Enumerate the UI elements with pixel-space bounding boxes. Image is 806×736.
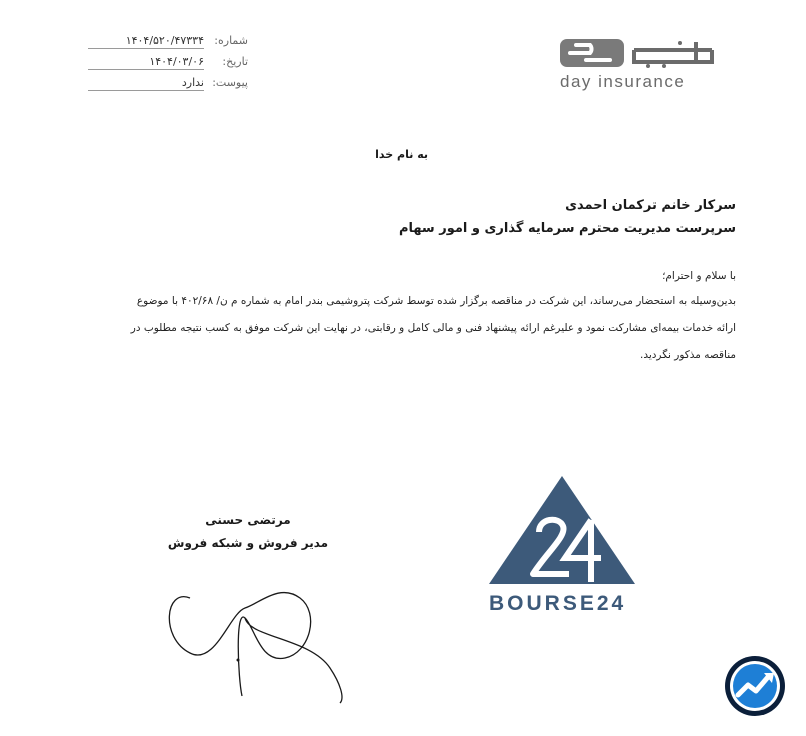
handwritten-signature	[160, 578, 360, 708]
recipient-name: سرکار خانم ترکمان احمدی	[565, 198, 736, 213]
letter-body-line-2: ارائه خدمات بیمه‌ای مشارکت نمود و علیرغم ارائه پیشنهاد فنی و مالی کامل و رقابتی، در نهایت این شرکت موفق به کسب نتیجه مطلوب در	[130, 322, 736, 334]
letter-number-value: ۱۴۰۴/۵۲۰/۴۷۳۳۴	[88, 34, 204, 49]
bourse24-watermark	[487, 474, 637, 619]
recipient-title: سرپرست مدیریت محترم سرمایه گذاری و امور سهام	[398, 221, 736, 236]
letter-date-value: ۱۴۰۴/۰۳/۰۶	[88, 55, 204, 70]
letter-opening: به نام خدا	[375, 148, 428, 161]
letter-attachment-value: ندارد	[88, 76, 204, 91]
day-logo-mark-icon	[556, 36, 721, 70]
letter-date-row	[88, 55, 248, 73]
letter-attachment-row	[88, 76, 248, 94]
signer-name: مرتضی حسنی	[205, 513, 291, 527]
letter-date-label: تاریخ:	[222, 55, 248, 68]
signer-title: مدیر فروش و شبکه فروش	[167, 536, 329, 550]
day-logo-en-text: day insurance	[560, 72, 686, 91]
day-insurance-logo	[556, 36, 721, 96]
letter-attachment-label: پیوست:	[212, 76, 248, 89]
bourse24-triangle-icon	[487, 474, 637, 586]
chart-badge-icon[interactable]	[724, 655, 786, 717]
letter-body-line-3: مناقصه مذکور نگردید.	[639, 349, 736, 361]
day-logo-fa-text: بیمه دی	[556, 36, 560, 37]
letter-greeting: با سلام و احترام؛	[662, 270, 736, 282]
bourse24-text: BOURSE24	[489, 592, 627, 615]
letter-number-label: شماره:	[214, 34, 248, 47]
letter-number-row	[88, 34, 248, 52]
letter-body-line-1: بدین‌وسیله به استحضار می‌رساند، این شرکت در مناقصه برگزار شده توسط شرکت پتروشیمی بندر امام به شماره م ن/ ۴۰۲/۶۸ با موضوع	[136, 295, 736, 307]
